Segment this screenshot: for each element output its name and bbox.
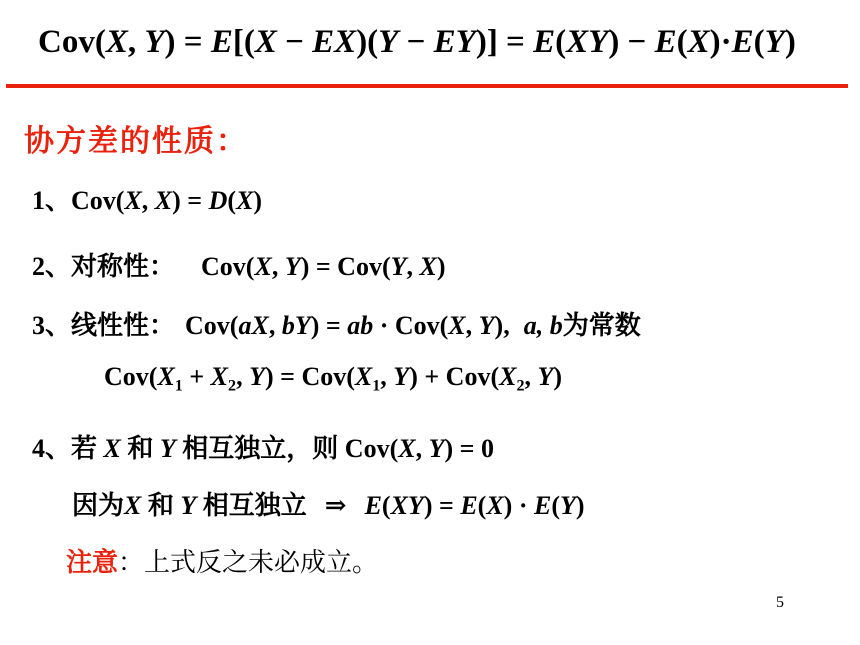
constants-vars: a, b xyxy=(523,311,563,340)
reason-independent: 相互独立 xyxy=(202,491,307,521)
because-word: 因为 xyxy=(72,491,125,521)
header-divider xyxy=(6,84,848,88)
dot-operator: · xyxy=(720,24,732,60)
property-1-number: 1、 xyxy=(32,186,72,215)
note-text: ：上式反之未必成立。 xyxy=(118,548,379,578)
property-4: 4、若 X 和 Y 相互独立，则 Cov(X, Y) = 0 xyxy=(32,434,494,464)
property-2-label: 对称性： xyxy=(71,252,176,282)
property-4-if: 若 xyxy=(71,434,98,464)
cov-label: Cov xyxy=(38,24,95,60)
property-3-additivity: $Cov(X_1 + X_2$, $Y) = Cov(X_1$, $Y) + Cov(X_2$, Y) xyxy=(104,362,563,395)
note-label: 注意 xyxy=(66,548,119,578)
property-3-number: 3、 xyxy=(32,311,72,340)
property-3-label: 线性性： xyxy=(71,311,176,341)
property-3: 3、线性性： Cov(aX, bY) = ab · Cov(X, Y), a, b为常数 xyxy=(32,311,641,341)
property-1: 1、Cov(X, X) = D(X) xyxy=(32,186,263,215)
independence-reason: 因为X 和 Y 相互独立 ⇒ E(XY) = E(X) · E(Y) xyxy=(72,491,585,521)
property-3-suffix: , xyxy=(503,311,510,340)
var-x: X xyxy=(103,434,121,463)
var-y: Y xyxy=(159,434,176,463)
section-heading: 协方差的性质： xyxy=(24,124,248,159)
reason-and-word: 和 xyxy=(147,491,174,521)
covariance-definition-formula: Cov(X, Y) = E[(X − EX)(Y − EY)] = E(XY) − E(X)·E(Y) xyxy=(38,24,796,60)
property-2-number: 2、 xyxy=(32,252,72,281)
reason-var-x: X xyxy=(124,491,142,520)
implies-arrow: ⇒ xyxy=(324,491,347,520)
and-word: 和 xyxy=(127,434,154,464)
property-4-condition: 相互独立，则 xyxy=(182,434,339,464)
page-number: 5 xyxy=(776,594,784,611)
reason-var-y: Y xyxy=(180,491,197,520)
constants-note: 为常数 xyxy=(562,311,641,341)
property-4-number: 4、 xyxy=(32,434,72,463)
note-line xyxy=(66,542,378,579)
property-2: 2、对称性： Cov(X, Y) = Cov(Y, X) xyxy=(32,252,446,282)
